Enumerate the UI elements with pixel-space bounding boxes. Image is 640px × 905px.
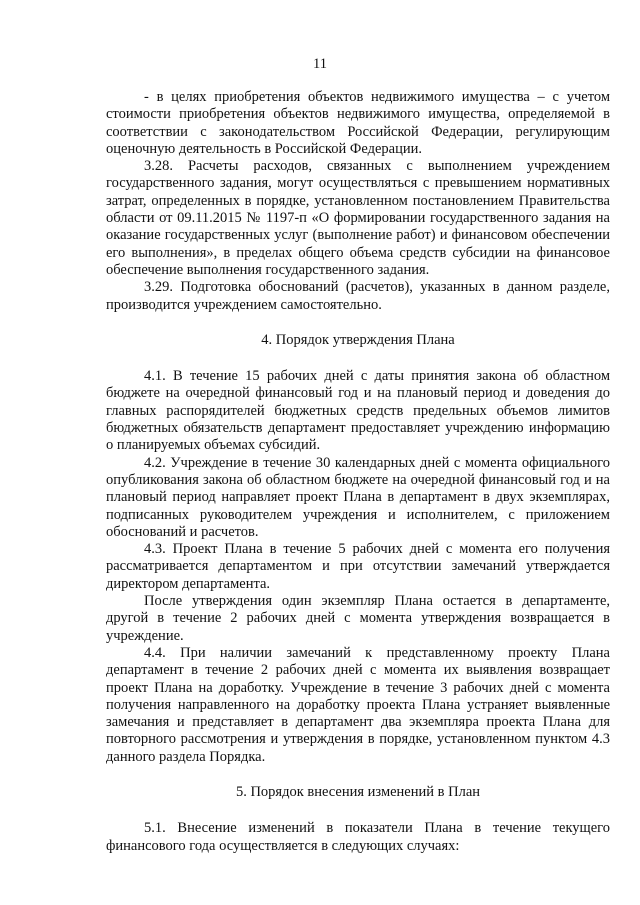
paragraph-3-29: 3.29. Подготовка обоснований (расчетов), указанных в данном разделе, производится учреждением самостоятельно.	[106, 279, 610, 313]
section-5-heading: 5. Порядок внесения изменений в План	[235, 783, 481, 800]
document-body	[106, 89, 610, 855]
paragraph-4-1: 4.1. В течение 15 рабочих дней с даты принятия закона об областном бюджете на очередной финансовый год и на плановый период и доведения до главных распорядителей бюджетных средств предельных объемов лимитов бюджетных обязательств департамент предоставляет учреждению информацию о планируемых объемах субсидий.	[106, 368, 610, 454]
paragraph-4-3: 4.3. Проект Плана в течение 5 рабочих дней с момента его получения рассматривается департаментом и при отсутствии замечаний утверждается директором департамента.	[106, 541, 610, 592]
paragraph-3-28: 3.28. Расчеты расходов, связанных с выполнением учреждением государственного задания, могут осуществляться с превышением нормативных затрат, определенных в порядке, установленном постановлением Правительства области от 09.11.2015 № 1197-п «О формировании государственного задания на оказание государственных услуг (выполнение работ) и финансовом обеспечении его выполнения», в пределах общего объема средств субсидии на финансовое обеспечение выполнения государственного задания.	[106, 158, 610, 278]
page-number: 11	[313, 56, 327, 72]
section-4-heading: 4. Порядок утверждения Плана	[261, 331, 455, 348]
paragraph-5-1: 5.1. Внесение изменений в показатели Плана в течение текущего финансового года осуществляется в следующих случаях:	[106, 820, 610, 854]
paragraph-4-4: 4.4. При наличии замечаний к представленному проекту Плана департамент в течение 2 рабочих дней с момента их выявления возвращает проект Плана на доработку. Учреждение в течение 3 рабочих дней с момента получения направленного на доработку проекта Плана устраняет выявленные замечания и представляет в департамент два экземпляра проекта Плана для повторного рассмотрения и утверждения в порядке, установленном пунктом 4.3 данного раздела Порядка.	[106, 644, 610, 765]
paragraph-4-2: 4.2. Учреждение в течение 30 календарных дней с момента официального опубликования закона об областном бюджете на очередной финансовый год и на плановый период направляет проект Плана в департамент в двух экземплярах, подписанных руководителем учреждения и исполнителем, с приложением обоснований и расчетов.	[106, 454, 610, 540]
paragraph-real-estate-cost: - в целях приобретения объектов недвижимого имущества – с учетом стоимости приобретения объектов недвижимого имущества, определяемой в соответствии с законодательством Российской Федерации, регулирующим оценочную деятельность в Российской Федерации.	[106, 89, 610, 157]
paragraph-after-approval: После утверждения один экземпляр Плана остается в департаменте, другой в течение 2 рабочих дней с момента утверждения возвращается в учреждение.	[106, 593, 610, 644]
